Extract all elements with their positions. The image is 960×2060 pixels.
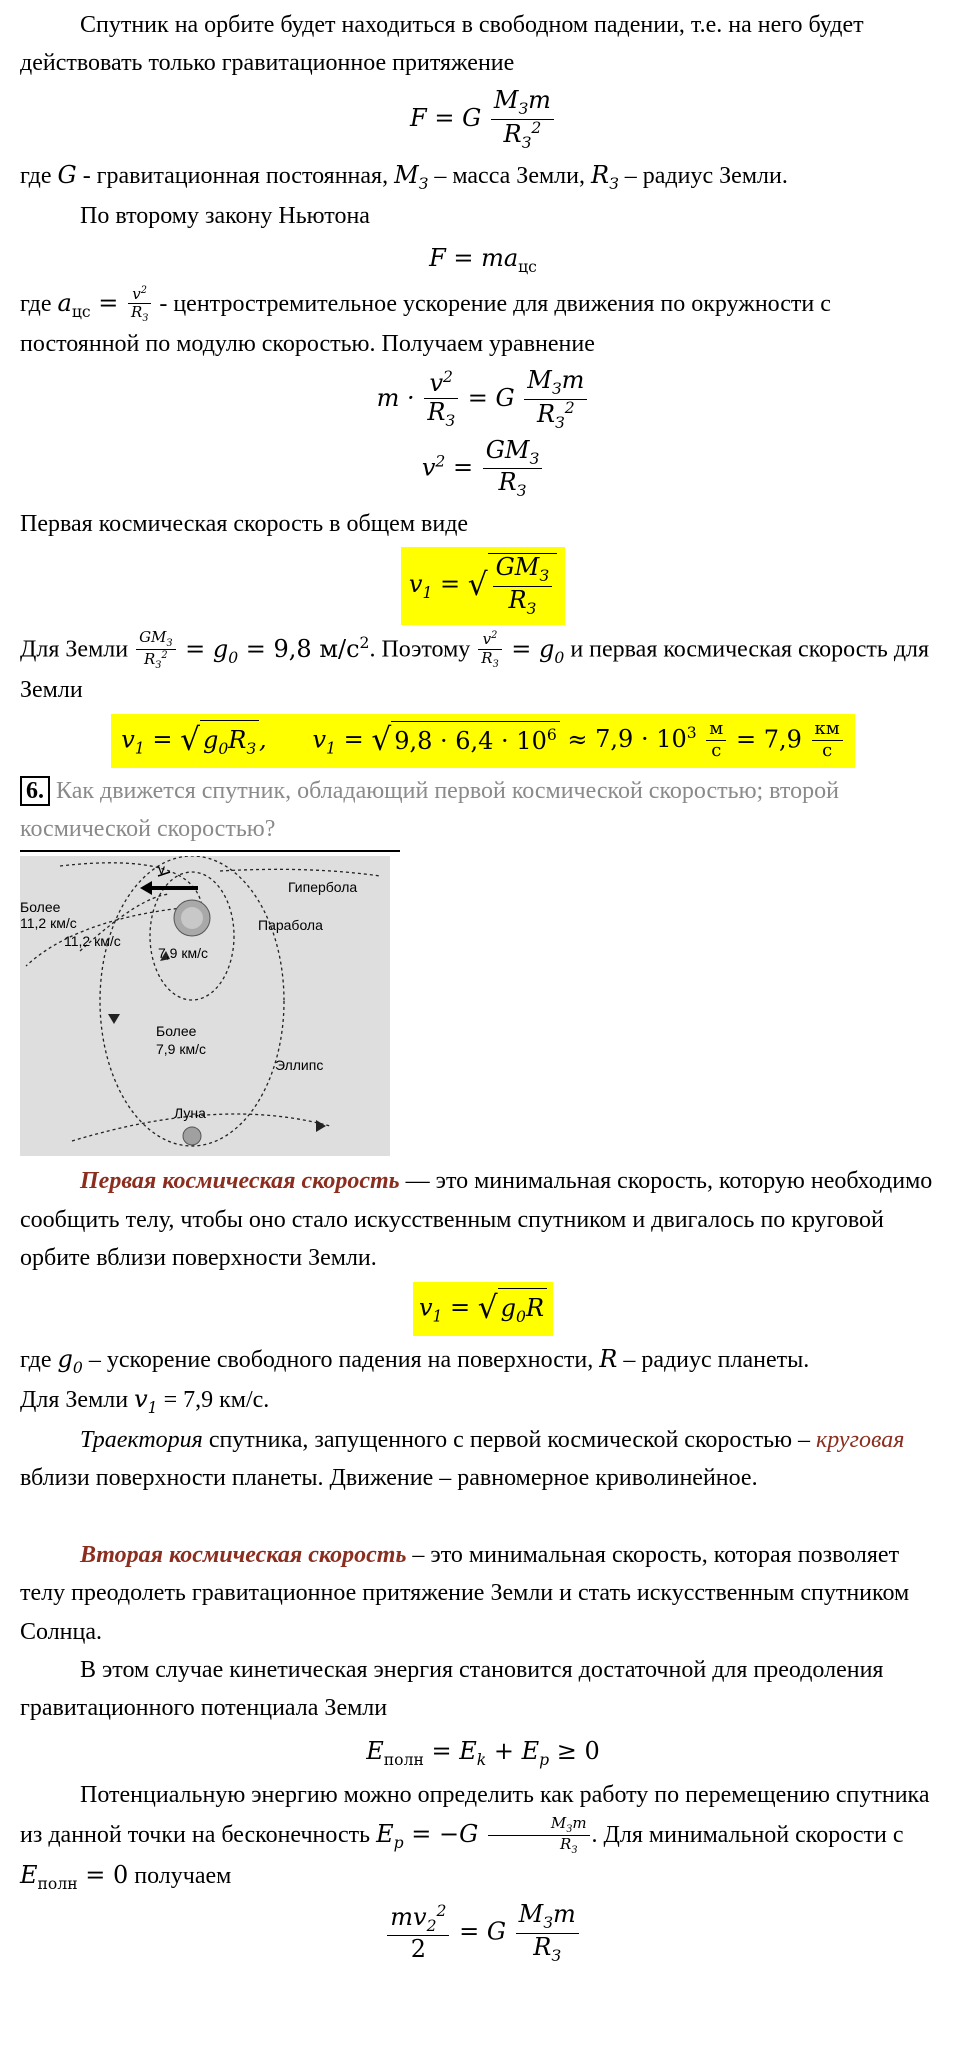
paragraph-g0-legend: где $g_0$ – ускорение свободного падения на поверхности, R – радиус планеты.: [20, 1344, 810, 1377]
formula-energy: $E_{полн} = E_k + E_p \ge 0$: [366, 1736, 600, 1769]
question-6: [20, 772, 946, 849]
formula-newton: $F = ma_{цс}$: [429, 244, 537, 277]
label-hyperbola: Гипербола: [288, 879, 358, 896]
formula-v1-earth: $v_1$ = √ $g_0R_З$ , $v_1$ = √ $9,8 \cdot 6,4 \cdot 10^6 \approx 7,9 \cdot 10^3$ $\frac{м}{с}$ = 7,9 $\frac{км}{с}$: [20, 714, 946, 768]
question-number: 6.: [20, 776, 50, 806]
label-79: 7,9 км/с: [158, 945, 208, 962]
formula-equation-1: m · $\frac{v^2}{R_З}$ = G $\frac{M_Зm}{R_З^2}$: [20, 367, 946, 432]
label-more-79-a: Более: [156, 1023, 197, 1040]
formula-v-squared: $v^2$ = $\frac{GM_З}{R_З}$: [20, 437, 946, 501]
paragraph-legend-g: где G - гравитационная постоянная, $M_З$ – масса Земли, $R_З$ – радиус Земли.: [20, 161, 788, 194]
label-more-112-a: Более: [20, 899, 61, 916]
label-parabola: Парабола: [258, 917, 323, 934]
paragraph-kinetic: В этом случае кинетическая энергия становится достаточной для преодоления гравитационного потенциала Земли: [20, 1656, 884, 1722]
paragraph-free-fall: Спутник на орбите будет находиться в свободном падении, т.е. на него будет действовать только гравитационное притяжение: [20, 12, 864, 77]
orbits-diagram: [20, 856, 946, 1156]
label-moon: Луна: [174, 1105, 206, 1122]
paragraph-for-earth: Для Земли $\frac{GM_З}{R_З^2}$ = $g_0 = 9,8$ $м/с^2$. Поэтому $\frac{v^2}{R_З}$ = $g_0$ и первая космическая скорость для Земли: [20, 627, 930, 704]
question-text: Как движется спутник, обладающий первой космической скоростью; второй космической скоростью?: [20, 777, 839, 843]
formula-v1-general: $v_1$ = √ $\frac{GM_З}{R_З}$: [20, 547, 946, 624]
paragraph-newton-law: По второму закону Ньютона: [80, 202, 370, 229]
formula-v1-short: $v_1$ = √ $g_0R$: [20, 1282, 946, 1336]
label-more-112-b: 11,2 км/с: [20, 915, 77, 932]
paragraph-general-form: Первая космическая скорость в общем виде: [20, 511, 469, 538]
paragraph-first-cosmic: Первая космическая скорость — это минимальная скорость, которую необходимо сообщить телу, чтобы оно стало искусственным спутником и двигалось по круговой орбите вблизи поверхности Земли.: [20, 1168, 933, 1272]
label-more-79-b: 7,9 км/с: [156, 1041, 206, 1058]
label-v: v: [158, 861, 165, 878]
paragraph-trajectory: Траектория спутника, запущенного с первой космической скоростью – круговая вблизи поверхности планеты. Движение – равномерное криволинейное.: [20, 1426, 905, 1492]
formula-second-cosmic: $\frac{mv_2^2}{2}$ = G $\frac{M_Зm}{R_З}$: [20, 1901, 946, 1965]
label-112: 11,2 км/с: [64, 933, 121, 950]
formula-gravity-force: F = G $\frac{M_Зm}{R_З^2}$: [20, 87, 946, 152]
paragraph-potential: Потенциальную энергию можно определить как работу по перемещению спутника из данной точки на бесконечность $E_p = -G$ $\frac{M_Зm}{R_З}$ . Для минимальной скорости с $E_{полн} = 0$ получаем: [20, 1782, 930, 1894]
paragraph-earth-v1: Для Земли $v_1 = 7,9$ км/с.: [20, 1385, 270, 1418]
paragraph-centripetal: где $a_{цс}$ = $\frac{v^2}{R_З}$ - центростремительное ускорение для движения по окружности с постоянной по модулю скоростью. Получаем уравнение: [20, 284, 831, 357]
paragraph-second-cosmic: Вторая космическая скорость – это минимальная скорость, которая позволяет телу преодолеть гравитационное притяжение Земли и стать искусственным спутником Солнца.: [20, 1541, 910, 1645]
label-ellipse: Эллипс: [275, 1057, 324, 1074]
